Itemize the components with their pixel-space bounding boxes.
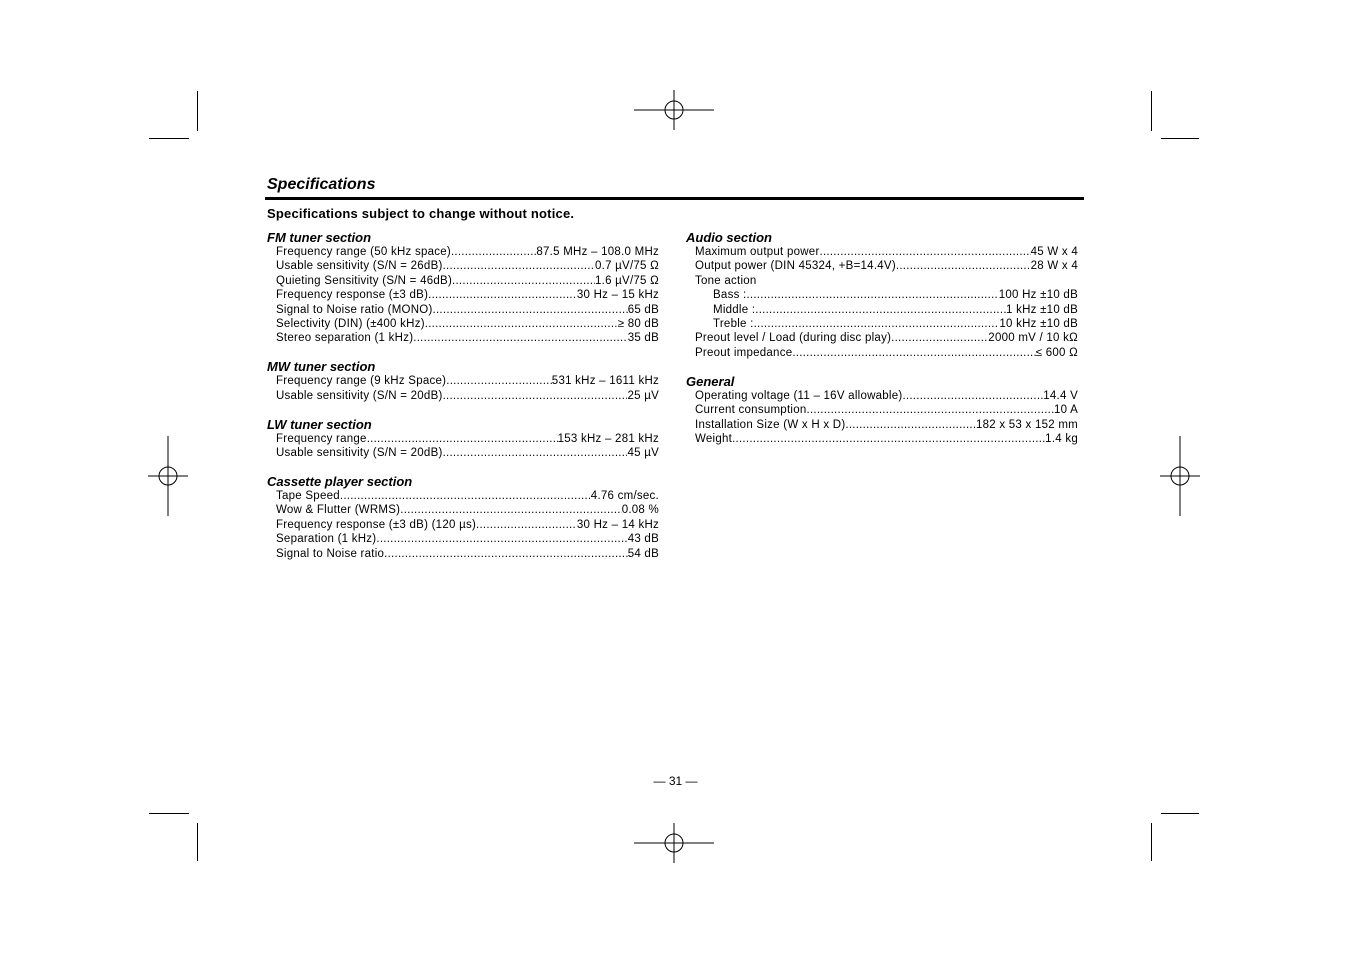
spec-label: Frequency range bbox=[276, 432, 367, 445]
spec-label: Weight bbox=[695, 432, 733, 445]
spec-label: Usable sensitivity (S/N = 20dB) bbox=[276, 447, 443, 460]
spec-value: 30 Hz – 15 kHz bbox=[576, 289, 659, 302]
spec-value: 1 kHz ±10 dB bbox=[1006, 303, 1078, 316]
title-rule bbox=[265, 197, 1084, 200]
spec-value: 35 dB bbox=[627, 332, 659, 345]
page-title: Specifications bbox=[267, 176, 376, 193]
dot-leader bbox=[902, 389, 1043, 403]
spec-value: 87.5 MHz – 108.0 MHz bbox=[536, 246, 659, 258]
section-heading: FM tuner section bbox=[267, 230, 372, 245]
spec-label: Signal to Noise ratio (MONO) bbox=[276, 303, 433, 316]
section-heading: LW tuner section bbox=[267, 416, 372, 432]
spec-row bbox=[686, 259, 1078, 273]
dot-leader bbox=[400, 503, 621, 517]
crop-mark bbox=[1151, 91, 1152, 131]
spec-label: Separation (1 kHz) bbox=[276, 533, 377, 546]
crop-mark bbox=[197, 823, 198, 861]
spec-row bbox=[686, 346, 1078, 360]
spec-row bbox=[267, 389, 659, 403]
spec-value: 153 kHz – 281 kHz bbox=[557, 432, 659, 445]
spec-label: Middle : bbox=[713, 303, 756, 316]
section-heading: Cassette player section bbox=[267, 474, 413, 490]
spec-label: Frequency response (±3 dB) (120 µs) bbox=[276, 518, 477, 531]
dot-leader bbox=[446, 374, 552, 388]
spec-row bbox=[267, 303, 659, 317]
spec-label: Frequency response (±3 dB) bbox=[276, 289, 429, 302]
spec-value: 1.4 kg bbox=[1045, 432, 1078, 445]
spec-label: Preout impedance bbox=[695, 346, 793, 359]
dot-leader bbox=[443, 446, 628, 460]
spec-value: 2000 mV / 10 kΩ bbox=[988, 332, 1078, 345]
dot-leader bbox=[845, 418, 976, 432]
dot-leader bbox=[413, 331, 627, 345]
page-number: — 31 — bbox=[653, 774, 698, 788]
spec-row bbox=[686, 418, 1078, 432]
spec-label: Signal to Noise ratio bbox=[276, 547, 385, 560]
dot-leader bbox=[384, 547, 628, 561]
spec-label: Selectivity (DIN) (±400 kHz) bbox=[276, 317, 425, 330]
section-heading: Audio section bbox=[686, 230, 772, 245]
spec-label: Quieting Sensitivity (S/N = 46dB) bbox=[276, 274, 453, 287]
spec-label: Frequency range (9 kHz Space) bbox=[276, 375, 447, 388]
dot-leader bbox=[755, 303, 1006, 317]
dot-leader bbox=[367, 432, 558, 446]
dot-leader bbox=[452, 274, 595, 288]
crop-mark bbox=[1151, 823, 1152, 861]
dot-leader bbox=[476, 518, 577, 532]
spec-label: Bass : bbox=[713, 289, 747, 302]
section-gap bbox=[267, 346, 659, 360]
spec-label: Maximum output power bbox=[695, 246, 820, 258]
dot-leader bbox=[746, 288, 998, 302]
spec-label: Usable sensitivity (S/N = 26dB) bbox=[276, 260, 443, 273]
spec-row bbox=[267, 259, 659, 273]
spec-row bbox=[267, 503, 659, 517]
dot-leader bbox=[428, 288, 577, 302]
spec-row bbox=[267, 288, 659, 302]
dot-leader bbox=[896, 259, 1031, 273]
spec-row bbox=[686, 389, 1078, 403]
dot-leader bbox=[732, 432, 1045, 446]
right-column bbox=[686, 230, 1078, 446]
crop-mark bbox=[149, 138, 189, 139]
dot-leader bbox=[792, 346, 1035, 360]
spec-value: 182 x 53 x 152 mm bbox=[975, 418, 1078, 431]
dot-leader bbox=[891, 331, 988, 345]
dot-leader bbox=[451, 245, 536, 259]
spec-value: 0.7 µV/75 Ω bbox=[594, 260, 659, 273]
spec-row bbox=[267, 274, 659, 288]
spec-row bbox=[686, 245, 1078, 259]
spec-row bbox=[686, 331, 1078, 345]
dot-leader bbox=[820, 245, 1031, 259]
registration-mark-left bbox=[148, 436, 188, 516]
spec-row bbox=[686, 317, 1078, 331]
spec-value: 4.76 cm/sec. bbox=[590, 490, 659, 503]
section-heading: MW tuner section bbox=[267, 359, 376, 375]
crop-mark bbox=[1161, 138, 1199, 139]
spec-value: 54 dB bbox=[627, 547, 659, 560]
spec-value: ≥ 80 dB bbox=[617, 317, 659, 330]
spec-value: 100 Hz ±10 dB bbox=[998, 289, 1078, 302]
spec-row bbox=[686, 303, 1078, 317]
spec-label: Output power (DIN 45324, +B=14.4V) bbox=[695, 260, 896, 273]
spec-label: Preout level / Load (during disc play) bbox=[695, 332, 892, 345]
spec-label: Current consumption bbox=[695, 404, 807, 417]
spec-label: Installation Size (W x H x D) bbox=[695, 418, 846, 431]
spec-row bbox=[686, 274, 1078, 288]
registration-mark-bottom bbox=[634, 823, 714, 863]
registration-mark-right bbox=[1160, 436, 1200, 516]
left-column bbox=[267, 230, 659, 561]
dot-leader bbox=[807, 403, 1054, 417]
spec-label: Tone action bbox=[695, 274, 757, 287]
spec-row bbox=[267, 518, 659, 532]
spec-value: 45 W x 4 bbox=[1030, 246, 1078, 258]
spec-row bbox=[267, 317, 659, 331]
spec-label: Frequency range (50 kHz space) bbox=[276, 246, 451, 258]
section-gap bbox=[267, 403, 659, 417]
spec-row bbox=[267, 331, 659, 345]
spec-row bbox=[267, 532, 659, 546]
spec-value: 43 dB bbox=[627, 533, 659, 546]
dot-leader bbox=[433, 303, 628, 317]
spec-row bbox=[686, 403, 1078, 417]
section-gap bbox=[686, 360, 1078, 374]
spec-row bbox=[267, 489, 659, 503]
spec-value: 10 kHz ±10 dB bbox=[999, 317, 1078, 330]
dot-leader bbox=[443, 259, 595, 273]
dot-leader bbox=[754, 317, 1000, 331]
spec-value: 0.08 % bbox=[621, 504, 659, 517]
spec-value: ≤ 600 Ω bbox=[1035, 346, 1078, 359]
crop-mark bbox=[1161, 813, 1199, 814]
dot-leader bbox=[425, 317, 618, 331]
spec-label: Stereo separation (1 kHz) bbox=[276, 332, 414, 345]
spec-row bbox=[267, 432, 659, 446]
spec-label: Wow & Flutter (WRMS) bbox=[276, 504, 401, 517]
dot-leader bbox=[443, 389, 628, 403]
spec-row bbox=[267, 446, 659, 460]
spec-label: Treble : bbox=[713, 317, 754, 330]
section-heading: General bbox=[686, 373, 735, 389]
spec-value: 25 µV bbox=[627, 389, 659, 402]
dot-leader bbox=[376, 532, 627, 546]
spec-label: Operating voltage (11 – 16V allowable) bbox=[695, 389, 903, 402]
spec-label: Usable sensitivity (S/N = 20dB) bbox=[276, 389, 443, 402]
crop-mark bbox=[149, 813, 189, 814]
spec-value: 30 Hz – 14 kHz bbox=[576, 518, 659, 531]
spec-value: 45 µV bbox=[627, 447, 659, 460]
spec-label: Tape Speed bbox=[276, 490, 340, 503]
spec-value: 1.6 µV/75 Ω bbox=[594, 274, 659, 287]
spec-value: 531 kHz – 1611 kHz bbox=[551, 375, 659, 388]
spec-value: 14.4 V bbox=[1043, 389, 1078, 402]
crop-mark bbox=[197, 91, 198, 131]
spec-value: 10 A bbox=[1053, 404, 1078, 417]
spec-row bbox=[267, 245, 659, 259]
notice-text: Specifications subject to change without notice. bbox=[267, 206, 575, 221]
spec-row bbox=[267, 374, 659, 388]
spec-row bbox=[686, 432, 1078, 446]
spec-row bbox=[267, 547, 659, 561]
dot-leader bbox=[340, 489, 591, 503]
spec-value: 28 W x 4 bbox=[1030, 260, 1078, 273]
spec-row bbox=[686, 288, 1078, 302]
section-gap bbox=[267, 460, 659, 474]
spec-value: 65 dB bbox=[627, 303, 659, 316]
registration-mark-top bbox=[634, 90, 714, 130]
